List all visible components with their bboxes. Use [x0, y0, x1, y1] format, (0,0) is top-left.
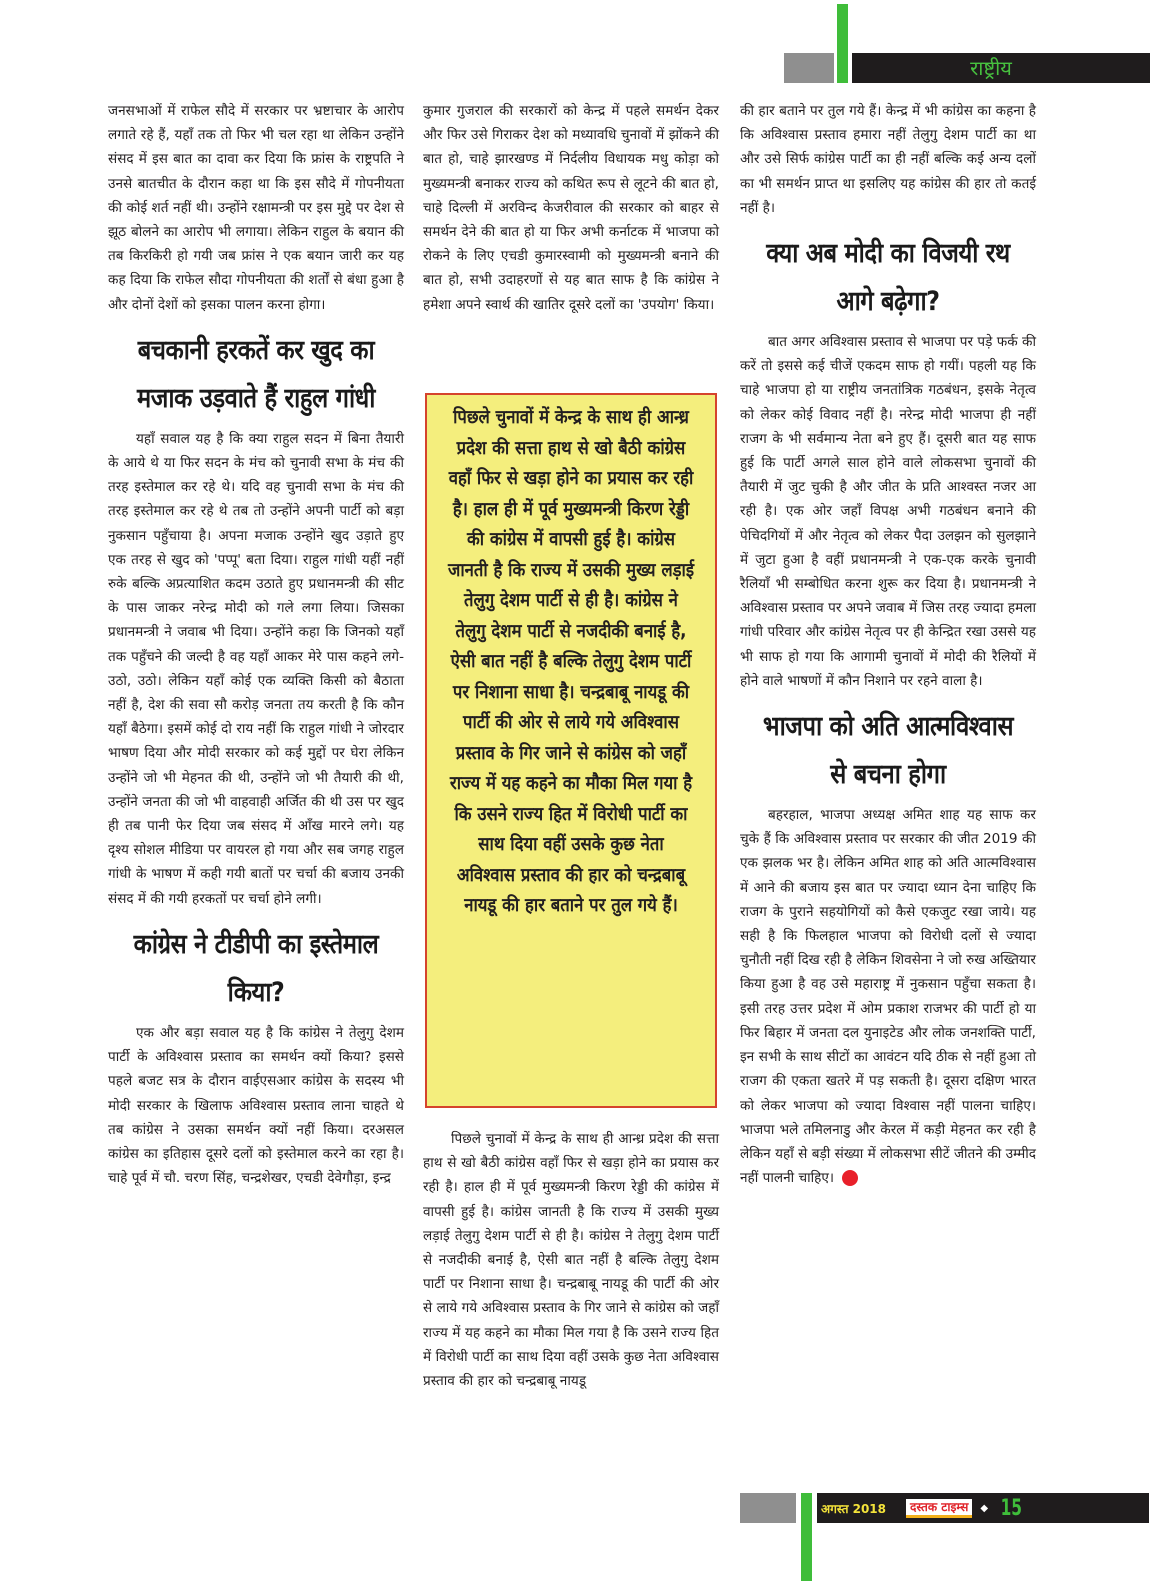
footer-bar: [817, 1493, 1149, 1523]
page-number: 15: [1000, 1495, 1023, 1521]
subheading-rahul: बचकानी हरकतें कर खुद का मजाक उड़वाते हैं राहुल गांधी: [136, 334, 375, 414]
publication-logo: दस्तक टाइम्स: [906, 1499, 972, 1518]
article-column-1: [108, 99, 404, 1190]
subheading-bjp-overconfidence: भाजपा को अति आत्मविश्वास से बचना होगा: [762, 711, 1014, 791]
footer-green-bar: [801, 1493, 812, 1581]
subheading-modi-chariot: क्या अब मोदी का विजयी रथ आगे बढ़ेगा?: [766, 238, 1010, 318]
footer-gray-block: [740, 1493, 796, 1523]
diamond-separator-icon: ◆: [980, 1502, 989, 1514]
header-green-bar: [837, 4, 848, 83]
issue-date: अगस्त 2018: [821, 1501, 887, 1516]
pull-quote-box: [425, 393, 717, 1108]
paragraph: बात अगर अविश्वास प्रस्ताव से भाजपा पर पड़े फर्क की करें तो इससे कई चीजें एकदम साफ हो गयीं। पहली यह कि चाहे भाजपा हो या राष्ट्रीय जनतांत्रिक गठबंधन, इसके नेतृत्व को लेकर कोई विवाद नहीं है। नरेन्द्र मोदी भाजपा ही नहीं राजग के भी सर्वमान्य नेता बने हुए हैं। दूसरी बात यह साफ हुई कि पार्टी अगले साल होने वाले लोकसभा चुनावों की तैयारी में जुट चुकी है और जीत के प्रति आश्वस्त नजर आ रही है। एक ओर जहाँ विपक्ष अभी गठबंधन बनाने की पेचिदगियों में और नेतृत्व को लेकर पैदा उलझन को सुलझाने में जुटा हुआ है वहीं प्रधानमन्त्री ने एक-एक करके चुनावी रैलियाँ भी सम्बोधित करना शुरू कर दिया है। प्रधानमन्त्री ने अविश्वास प्रस्ताव पर अपने जवाब में जिस तरह ज्यादा हमला गांधी परिवार और कांग्रेस नेतृत्व पर ही केन्द्रित रखा उससे यह भी साफ हो गया कि आगामी चुनावों में मोदी की रैलियों में होने वाले भाषणों में कौन निशाने पर रहने वाला है।: [740, 334, 1036, 689]
article-column-2: [423, 99, 719, 317]
paragraph: यहाँ सवाल यह है कि क्या राहुल सदन में बिना तैयारी के आये थे या फिर सदन के मंच को चुनावी सभा के मंच की तरह इस्तेमाल कर रहे थे। यदि वह चुनावी सभा के मंच की तरह इस्तेमाल कर रहे थे तब तो उन्होंने अपनी पार्टी को बड़ा नुकसान पहुँचाया है। अपना मजाक उन्होंने खुद उड़ाते हुए एक तरह से खुद को 'पप्पू' बता दिया। राहुल गांधी यहीं नहीं रुके बल्कि अप्रत्याशित कदम उठाते हुए प्रधानमन्त्री की सीट के पास जाकर नरेन्द्र मोदी को गले लगा लिया। जिसका प्रधानमन्त्री ने जवाब भी दिया। उन्होंने कहा कि जिनको यहाँ तक पहुँचने की जल्दी है वह यहाँ आकर मेरे पास कहने लगे- उठो, उठो। लेकिन यहाँ कोई एक व्यक्ति किसी को बैठाता नहीं है, देश की सवा सौ करोड़ जनता तय करती है कि कौन यहाँ बैठेगा। इसमें कोई दो राय नहीं कि राहुल गांधी ने जोरदार भाषण दिया और मोदी सरकार को कई मुद्दों पर घेरा लेकिन उन्होंने जो भी मेहनत की थी, उन्होंने जो भी तैयारी की थी, उन्होंने जनता की जो भी वाहवाही अर्जित की थी उस पर खुद ही तब पानी फेर दिया जब संसद में आँख मारने लगे। यह दृश्य सोशल मीडिया पर वायरल हो गया और सब जगह राहुल गांधी के भाषण में कही गयी बातों पर चर्चा की बजाय उनकी संसद में की गयी हरकतों पर चर्चा होने लगी।: [108, 430, 404, 907]
end-of-article-dot-icon: [842, 1170, 858, 1186]
paragraph: की हार बताने पर तुल गये हैं। केन्द्र में भी कांग्रेस का कहना है कि अविश्वास प्रस्ताव हमारा नहीं तेलुगु देशम पार्टी का था और उसे सिर्फ कांग्रेस पार्टी का ही नहीं बल्कि कई अन्य दलों का भी समर्थन प्राप्त था इसलिए यह कांग्रेस की हार तो कतई नहीं है।: [740, 103, 1036, 216]
header-gray-block: [784, 53, 834, 83]
subheading-congress-tdp: कांग्रेस ने टीडीपी का इस्तेमाल किया?: [133, 928, 379, 1008]
paragraph: पिछले चुनावों में केन्द्र के साथ ही आन्ध्र प्रदेश की सत्ता हाथ से खो बैठी कांग्रेस वहाँ फिर से खड़ा होने का प्रयास कर रही है। हाल ही में पूर्व मुख्यमन्त्री किरण रेड्डी की कांग्रेस में वापसी हुई है। कांग्रेस जानती है कि राज्य में उसकी मुख्य लड़ाई तेलुगु देशम पार्टी से ही है। कांग्रेस ने तेलुगु देशम पार्टी से नजदीकी बनाई है, ऐसी बात नहीं है बल्कि तेलुगु देशम पार्टी पर निशाना साधा है। चन्द्रबाबू नायडू की पार्टी की ओर से लाये गये अविश्वास प्रस्ताव के गिर जाने से कांग्रेस को जहाँ राज्य में यह कहने का मौका मिल गया है कि उसने राज्य हित में विरोधी पार्टी का साथ दिया वहीं उसके कुछ नेता अविश्वास प्रस्ताव की हार को चन्द्रबाबू नायडू: [423, 1131, 719, 1390]
section-label: राष्ट्रीय: [970, 56, 1012, 80]
paragraph-text: बहरहाल, भाजपा अध्यक्ष अमित शाह यह साफ कर चुके हैं कि अविश्वास प्रस्ताव पर सरकार की जीत 2019 की एक झलक भर है। लेकिन अमित शाह को अति आत्मविश्वास में आने की बजाय इस बात पर ज्यादा ध्यान देना चाहिए कि राजग के पुराने सहयोगियों को कैसे एकजुट रखा जाये। यह सही है कि फिलहाल भाजपा को विरोधी दलों से ज्यादा चुनौती नहीं दिख रही है लेकिन शिवसेना ने जो रुख अख्तियार किया हुआ है वह उसे महाराष्ट्र में नुकसान पहुँचा सकता है। इसी तरह उत्तर प्रदेश में ओम प्रकाश राजभर की पार्टी हो या फिर बिहार में जनता दल युनाइटेड और लोक जनशक्ति पार्टी, इन सभी के साथ सीटों का आवंटन यदि ठीक से नहीं हुआ तो राजग की एकता खतरे में पड़ सकती है। दूसरा दक्षिण भारत को लेकर भाजपा को ज्यादा विश्वास नहीं पालना चाहिए। भाजपा भले तमिलनाडु और केरल में कड़ी मेहनत कर रही है लेकिन यहाँ से बड़ी संख्या में लोकसभा सीटें जीतने की उम्मीद नहीं पालनी चाहिए।: [740, 807, 1036, 1187]
paragraph: एक और बड़ा सवाल यह है कि कांग्रेस ने तेलुगु देशम पार्टी के अविश्वास प्रस्ताव का समर्थन क्यों किया? इससे पहले बजट सत्र के दौरान वाईएसआर कांग्रेस के सदस्य भी मोदी सरकार के खिलाफ अविश्वास प्रस्ताव लाना चाहते थे तब कांग्रेस ने उसका समर्थन क्यों नहीं किया। दरअसल कांग्रेस का इतिहास दूसरे दलों को इस्तेमाल करने का रहा है। चाहे पूर्व में चौ. चरण सिंह, चन्द्रशेखर, एचडी देवेगौड़ा, इन्द्र: [108, 1024, 404, 1187]
paragraph: [740, 803, 1036, 1190]
paragraph: जनसभाओं में राफेल सौदे में सरकार पर भ्रष्टाचार के आरोप लगाते रहे हैं, यहाँ तक तो फिर भी चल रहा था लेकिन उन्होंने संसद में इस बात का दावा कर दिया कि फ्रांस के राष्ट्रपति ने उनसे बातचीत के दौरान कहा था कि इस सौदे में गोपनीयता की कोई शर्त नहीं थी। उन्होंने रक्षामन्त्री पर इस मुद्दे पर देश से झूठ बोलने का आरोप भी लगाया। लेकिन राहुल के बयान की तब किरकिरी हो गयी जब फ्रांस ने एक बयान जारी कर यह कह दिया कि राफेल सौदा गोपनीयता की शर्तों से बंधा हुआ है और दोनों देशों को इसका पालन करना होगा।: [108, 103, 404, 313]
section-header-bar: [852, 53, 1150, 83]
pull-quote-text: पिछले चुनावों में केन्द्र के साथ ही आन्ध्र प्रदेश की सत्ता हाथ से खो बैठी कांग्रेस वहाँ फिर से खड़ा होने का प्रयास कर रही है। हाल ही में पूर्व मुख्यमन्त्री किरण रेड्डी की कांग्रेस में वापसी हुई है। कांग्रेस जानती है कि राज्य में उसकी मुख्य लड़ाई तेलुगु देशम पार्टी से ही है। कांग्रेस ने तेलुगु देशम पार्टी से नजदीकी बनाई है, ऐसी बात नहीं है बल्कि तेलुगु देशम पार्टी पर निशाना साधा है। चन्द्रबाबू नायडू की पार्टी की ओर से लाये गये अविश्वास प्रस्ताव के गिर जाने से कांग्रेस को जहाँ राज्य में यह कहने का मौका मिल गया है कि उसने राज्य हित में विरोधी पार्टी का साथ दिया वहीं उसके कुछ नेता अविश्वास प्रस्ताव की हार को चन्द्रबाबू नायडू की हार बताने पर तुल गये हैं।: [447, 407, 695, 916]
article-column-2-continued: [423, 1127, 719, 1393]
article-column-3: [740, 99, 1036, 1190]
paragraph: कुमार गुजराल की सरकारों को केन्द्र में पहले समर्थन देकर और फिर उसे गिराकर देश को मध्यावधि चुनावों में झोंकने की बात हो, चाहे झारखण्ड में निर्दलीय विधायक मधु कोड़ा को मुख्यमन्त्री बनाकर राज्य को कथित रूप से लूटने की बात हो, चाहे दिल्ली में अरविन्द केजरीवाल की सरकार को बाहर से समर्थन देने की बात हो या फिर अभी कर्नाटक में भाजपा को रोकने के लिए एचडी कुमारस्वामी को मुख्यमन्त्री बनाने की बात हो, सभी उदाहरणों से यह बात साफ है कि कांग्रेस ने हमेशा अपने स्वार्थ की खातिर दूसरे दलों का 'उपयोग' किया।: [423, 103, 719, 313]
